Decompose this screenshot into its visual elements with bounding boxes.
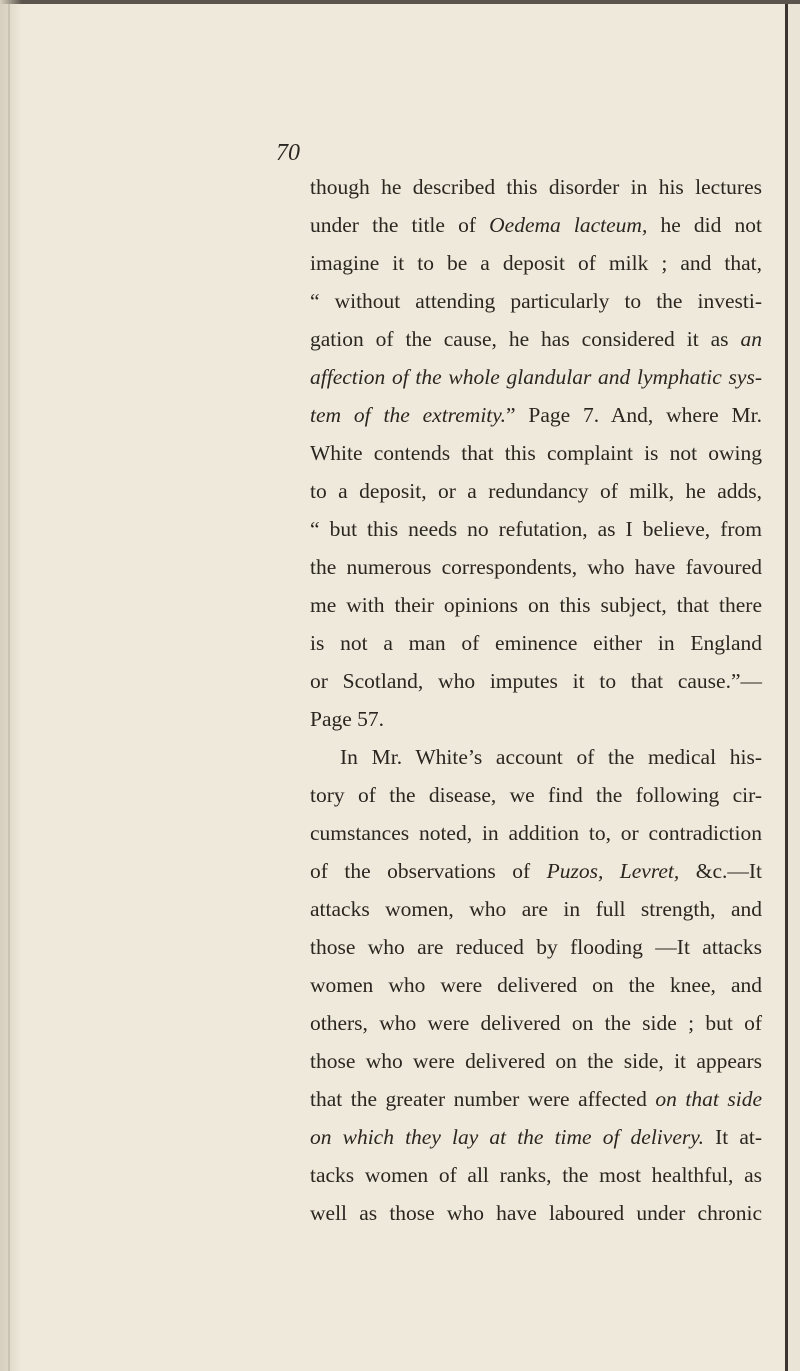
italic-run: Puzos, Levret,: [546, 859, 680, 883]
text-run-tail: he did not: [647, 213, 762, 237]
text-line: [310, 890, 762, 928]
text-run: women who were delivered on the knee, and: [310, 973, 762, 997]
text-run: attacks women, who are in full strength, and: [310, 897, 762, 921]
page-number: 70: [276, 140, 300, 166]
text-line: [310, 700, 762, 738]
text-run: cumstances noted, in addition to, or contradiction: [310, 821, 762, 845]
binding-shadow: [0, 0, 22, 1371]
text-line: [310, 624, 762, 662]
text-line: [310, 586, 762, 624]
text-run: tacks women of all ranks, the most healthful, as: [310, 1163, 762, 1187]
text-line: [310, 282, 762, 320]
text-run: though he described this disorder in his lectures: [310, 175, 762, 199]
text-line: [310, 168, 762, 206]
text-run-tail: ” Page 7. And, where Mr.: [506, 403, 762, 427]
page-top-edge: [0, 0, 800, 4]
text-run: well as those who have laboured under chronic: [310, 1201, 762, 1225]
text-line: [310, 1080, 762, 1118]
text-run: is not a man of eminence either in England: [310, 631, 762, 655]
italic-run: Oedema lacteum,: [489, 213, 648, 237]
text-run: or Scotland, who imputes it to that cause.”—: [310, 669, 762, 693]
text-run: White contends that this complaint is not owing: [310, 441, 762, 465]
text-run: that the greater number were affected: [310, 1087, 656, 1111]
text-line: [310, 928, 762, 966]
italic-run: an: [740, 327, 762, 351]
italic-run: affection of the whole glandular and lymphatic sys-: [310, 365, 762, 389]
text-run: “ without attending particularly to the investi-: [310, 289, 762, 313]
text-run-tail: It at-: [703, 1125, 762, 1149]
italic-run: tem of the extremity.: [310, 403, 506, 427]
text-line: [310, 472, 762, 510]
italic-run: on which they lay at the time of delivery.: [310, 1125, 704, 1149]
italic-run: on that side: [655, 1087, 762, 1111]
text-run: “ but this needs no refutation, as I believe, from: [310, 517, 762, 541]
text-line: [310, 966, 762, 1004]
text-run: to a deposit, or a redundancy of milk, he adds,: [310, 479, 762, 503]
text-run: me with their opinions on this subject, that there: [310, 593, 762, 617]
text-run: Page 57.: [310, 707, 385, 731]
text-run: those who are reduced by flooding —It attacks: [310, 935, 762, 959]
text-run: those who were delivered on the side, it appears: [310, 1049, 762, 1073]
text-line: [310, 244, 762, 282]
text-line: [310, 1156, 762, 1194]
text-line: [310, 396, 762, 434]
text-line: [310, 738, 762, 776]
text-run: imagine it to be a deposit of milk ; and that,: [310, 251, 762, 275]
text-run: of the observations of: [310, 859, 547, 883]
text-line: [310, 510, 762, 548]
text-run: gation of the cause, he has considered it as: [310, 327, 741, 351]
text-line: [310, 1004, 762, 1042]
text-line: [310, 548, 762, 586]
text-line: [310, 662, 762, 700]
text-run: tory of the disease, we find the following cir-: [310, 783, 762, 807]
body-text: [310, 168, 762, 1232]
text-run: under the title of: [310, 213, 490, 237]
text-run-tail: &c.—It: [679, 859, 763, 883]
text-line: [310, 320, 762, 358]
text-line: [310, 1118, 762, 1156]
text-line: [310, 1042, 762, 1080]
text-line: [310, 814, 762, 852]
text-run: In Mr. White’s account of the medical his-: [340, 745, 762, 769]
text-run: the numerous correspondents, who have favoured: [310, 555, 762, 579]
text-line: [310, 1194, 762, 1232]
text-line: [310, 852, 762, 890]
text-run: others, who were delivered on the side ; but of: [310, 1011, 762, 1035]
text-line: [310, 776, 762, 814]
text-line: [310, 206, 762, 244]
text-line: [310, 358, 762, 396]
text-line: [310, 434, 762, 472]
